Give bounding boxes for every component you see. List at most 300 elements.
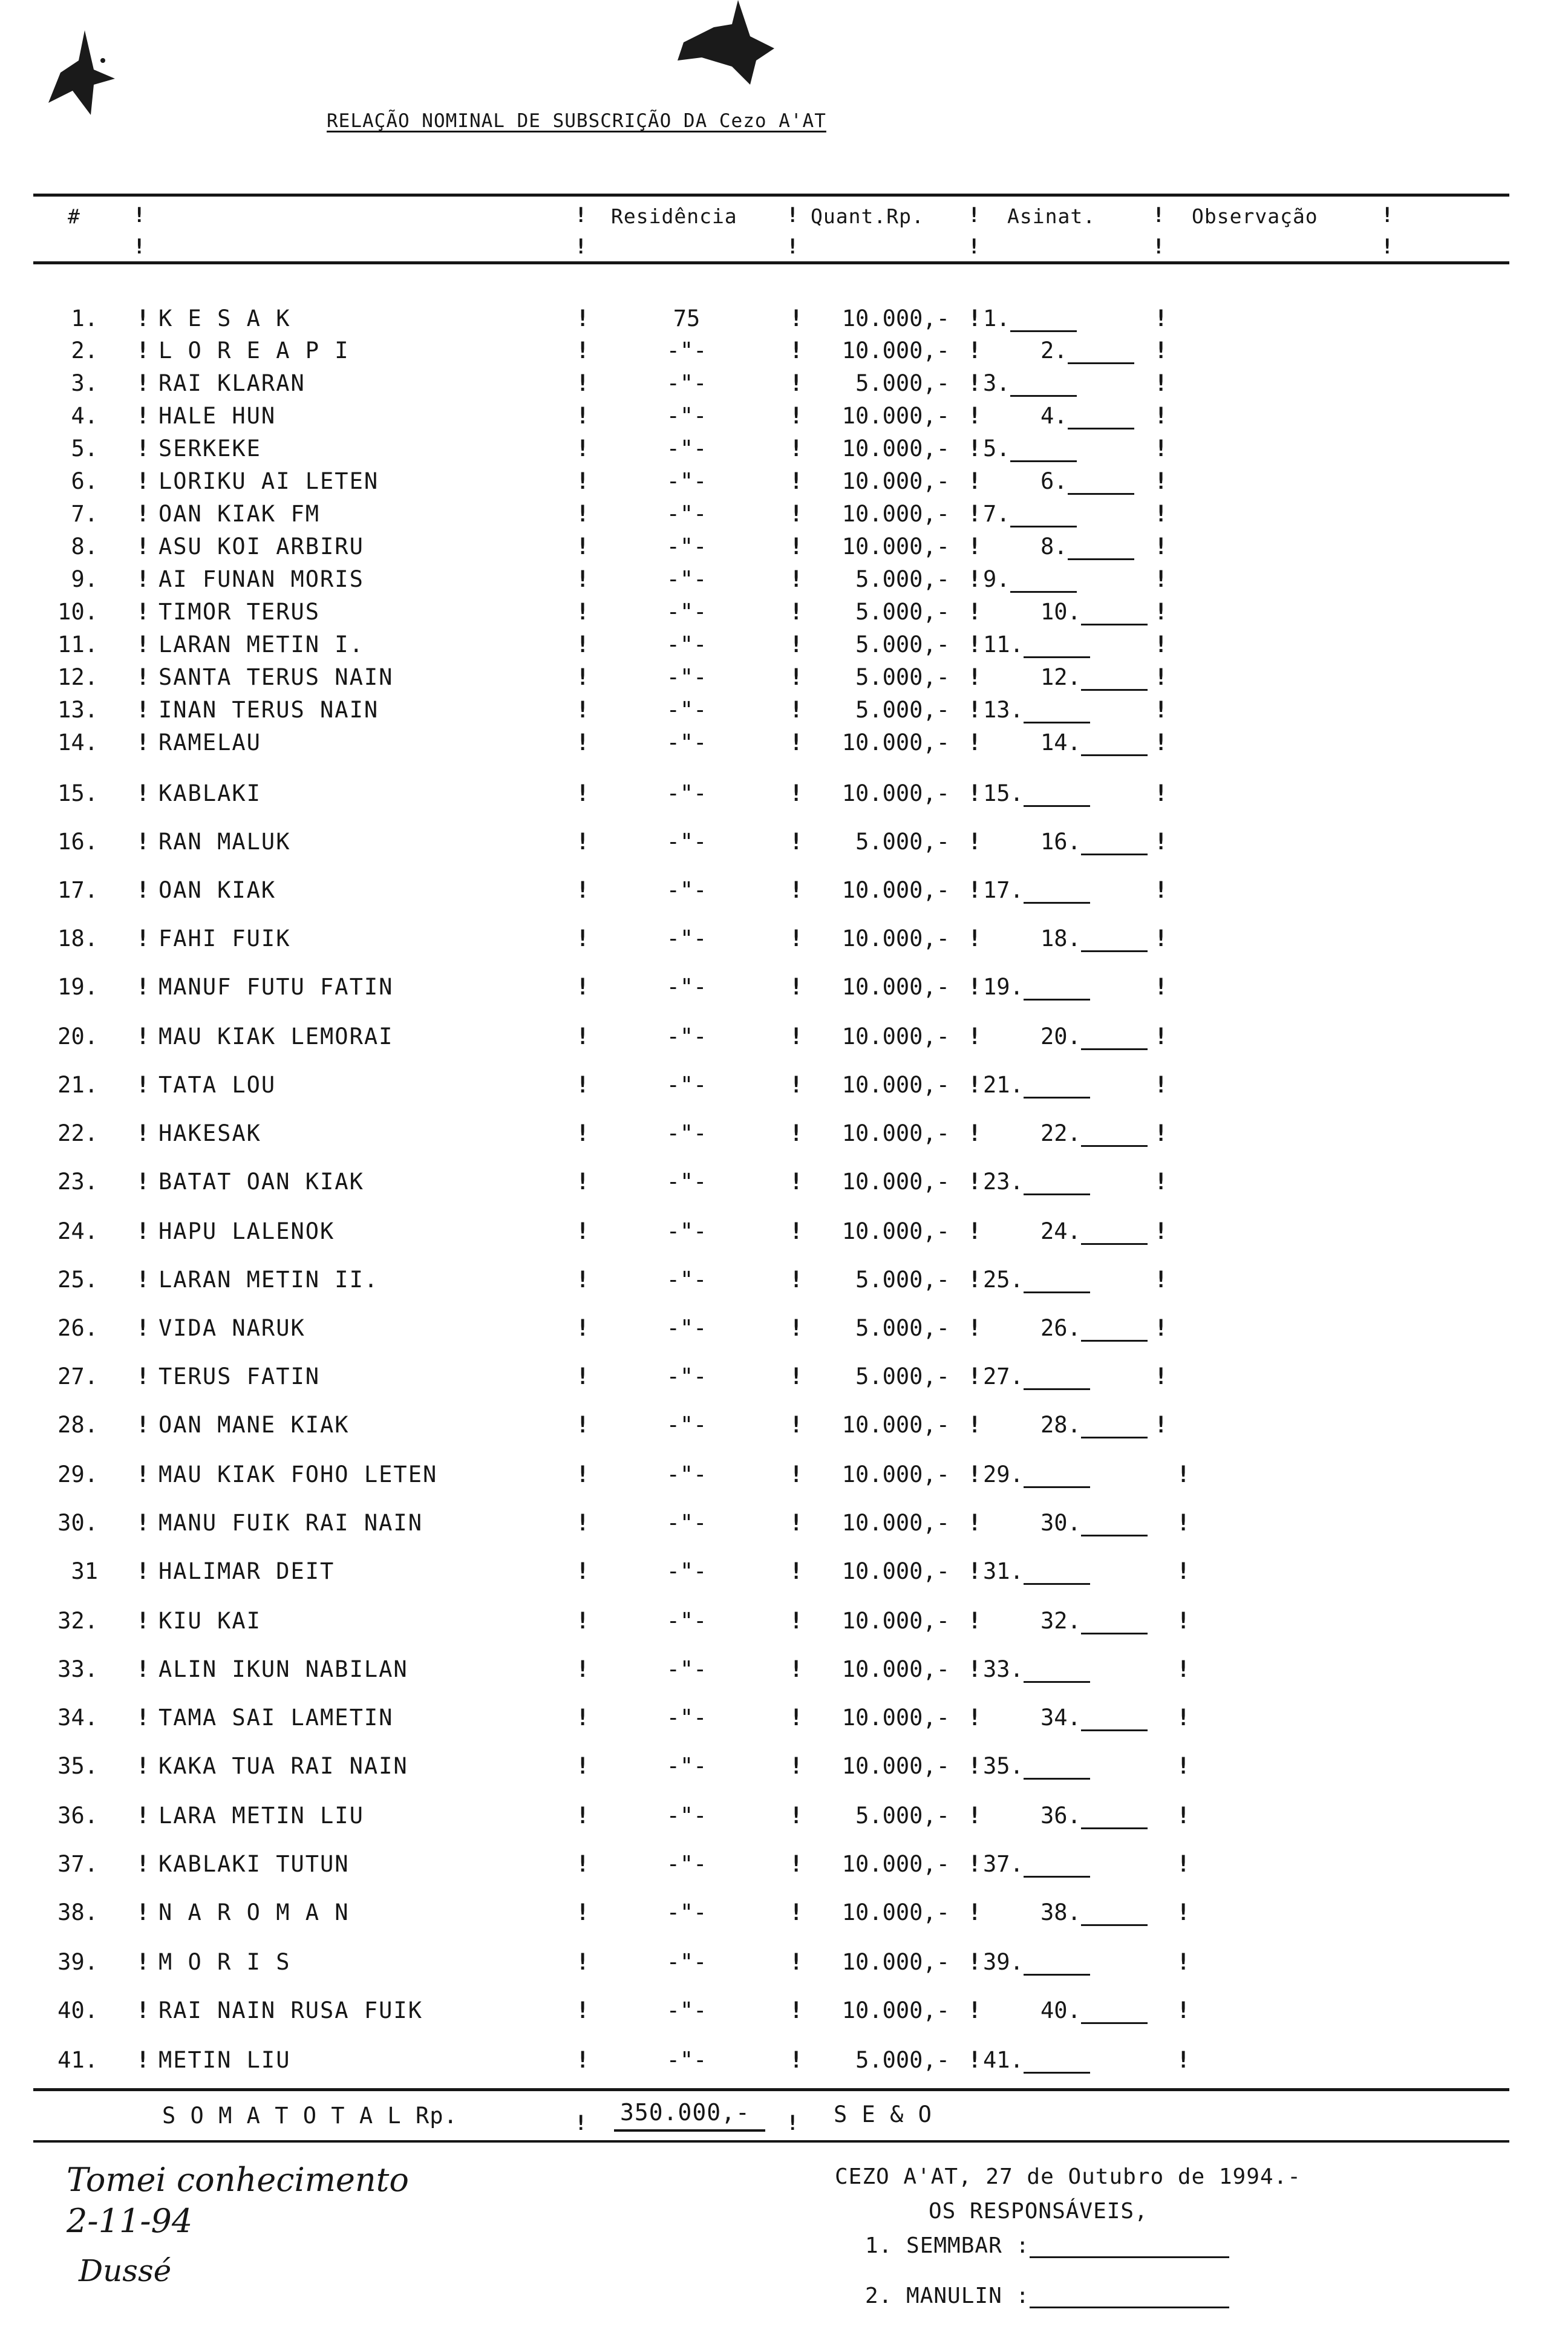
responsible-2-label: 2. MANULIN : bbox=[865, 2284, 1030, 2308]
signature-cell bbox=[983, 1461, 1090, 1488]
residencia-value: -"- bbox=[666, 1412, 707, 1438]
ink-mark-top-left bbox=[36, 24, 127, 127]
row-number: 24. bbox=[57, 1218, 98, 1244]
subscriber-name: VIDA NARUK bbox=[158, 1315, 305, 1341]
residencia-value: -"- bbox=[666, 1558, 707, 1584]
column-separator: ! bbox=[789, 403, 803, 429]
signature-line bbox=[1081, 1419, 1148, 1438]
column-separator: ! bbox=[789, 1851, 803, 1877]
quantity-value: 10.000,- bbox=[841, 501, 950, 527]
quantity-value: 10.000,- bbox=[841, 1997, 950, 2023]
signature-line bbox=[1024, 704, 1090, 723]
column-separator: ! bbox=[136, 2047, 150, 2073]
column-separator: ! bbox=[136, 370, 150, 396]
signature-number: 10. bbox=[1040, 599, 1081, 625]
signature-cell bbox=[1040, 1218, 1148, 1245]
quantity-value: 10.000,- bbox=[841, 403, 950, 429]
signature-line bbox=[1081, 736, 1148, 756]
column-separator: ! bbox=[136, 632, 150, 658]
column-separator: ! bbox=[789, 1315, 803, 1341]
column-separator: ! bbox=[576, 1169, 590, 1195]
signature-cell bbox=[983, 1363, 1090, 1390]
signature-number: 34. bbox=[1040, 1705, 1081, 1731]
row-number: 16. bbox=[57, 829, 98, 855]
column-separator: ! bbox=[1177, 1510, 1191, 1536]
residencia-value: -"- bbox=[666, 1267, 707, 1293]
signature-cell bbox=[983, 974, 1090, 1001]
row-number: 31 bbox=[71, 1558, 98, 1584]
subscriber-name: LORIKU AI LETEN bbox=[158, 468, 379, 494]
subscriber-name: RAI KLARAN bbox=[158, 370, 305, 396]
subscriber-name: HAKESAK bbox=[158, 1120, 261, 1146]
signature-cell bbox=[983, 305, 1077, 332]
column-separator: ! bbox=[136, 1997, 150, 2023]
quantity-value: 10.000,- bbox=[841, 1705, 950, 1731]
subscriber-name: KIU KAI bbox=[158, 1608, 261, 1634]
column-separator: ! bbox=[136, 1315, 150, 1341]
signature-cell bbox=[983, 1558, 1090, 1585]
signature-number: 29. bbox=[983, 1461, 1024, 1487]
total-separator: ! bbox=[786, 2111, 799, 2135]
row-number: 5. bbox=[71, 436, 98, 462]
signature-cell bbox=[1040, 1120, 1148, 1147]
column-separator: ! bbox=[136, 1120, 150, 1146]
column-separator: ! bbox=[789, 1558, 803, 1584]
signature-number: 7. bbox=[983, 501, 1010, 527]
responsaveis-heading: OS RESPONSÁVEIS, bbox=[929, 2199, 1148, 2224]
total-value: 350.000,- bbox=[620, 2099, 750, 2126]
table-row bbox=[0, 501, 1568, 537]
signature-line bbox=[1068, 540, 1134, 560]
table-row bbox=[0, 926, 1568, 962]
signature-line bbox=[1024, 1175, 1090, 1195]
column-separator: ! bbox=[136, 1412, 150, 1438]
header-separator: ! bbox=[1152, 235, 1165, 259]
residencia-value: -"- bbox=[666, 730, 707, 756]
subscriber-name: L O R E A P I bbox=[158, 338, 350, 364]
quantity-value: 10.000,- bbox=[841, 468, 950, 494]
signature-cell bbox=[1040, 1412, 1148, 1438]
signature-cell bbox=[1040, 730, 1148, 756]
column-separator: ! bbox=[968, 436, 982, 462]
column-separator: ! bbox=[789, 877, 803, 903]
column-separator: ! bbox=[1154, 338, 1168, 364]
quantity-value: 10.000,- bbox=[841, 780, 950, 806]
table-row bbox=[0, 1412, 1568, 1448]
table-row bbox=[0, 1558, 1568, 1595]
signature-line bbox=[1081, 835, 1148, 855]
signature-line bbox=[1081, 671, 1148, 691]
signature-number: 30. bbox=[1040, 1510, 1081, 1536]
signature-cell bbox=[983, 1949, 1090, 1976]
quantity-value: 10.000,- bbox=[841, 1412, 950, 1438]
column-separator: ! bbox=[968, 2047, 982, 2073]
column-separator: ! bbox=[1154, 780, 1168, 806]
row-number: 20. bbox=[57, 1024, 98, 1050]
column-separator: ! bbox=[968, 780, 982, 806]
column-separator: ! bbox=[136, 1169, 150, 1195]
signature-line bbox=[1024, 884, 1090, 904]
handwritten-note-date: 2-11-94 bbox=[67, 2202, 193, 2240]
column-separator: ! bbox=[789, 780, 803, 806]
column-separator: ! bbox=[1177, 1753, 1191, 1779]
signature-number: 25. bbox=[983, 1267, 1024, 1293]
column-separator: ! bbox=[789, 730, 803, 756]
subscriber-name: LARAN METIN II. bbox=[158, 1267, 379, 1293]
column-separator: ! bbox=[968, 1608, 982, 1634]
quantity-value: 10.000,- bbox=[841, 1851, 950, 1877]
column-separator: ! bbox=[136, 501, 150, 527]
column-separator: ! bbox=[968, 1997, 982, 2023]
column-separator: ! bbox=[136, 1949, 150, 1975]
column-separator: ! bbox=[136, 780, 150, 806]
table-row bbox=[0, 566, 1568, 602]
quantity-value: 5.000,- bbox=[855, 599, 950, 625]
header-separator: ! bbox=[575, 203, 587, 227]
column-separator: ! bbox=[789, 534, 803, 560]
column-separator: ! bbox=[1177, 1705, 1191, 1731]
column-separator: ! bbox=[968, 1803, 982, 1829]
residencia-value: -"- bbox=[666, 566, 707, 592]
signature-cell bbox=[1040, 1803, 1148, 1829]
signature-number: 31. bbox=[983, 1558, 1024, 1584]
column-separator: ! bbox=[1177, 1851, 1191, 1877]
responsible-1-signature-line bbox=[1030, 2236, 1229, 2258]
row-number: 29. bbox=[57, 1461, 98, 1487]
column-separator: ! bbox=[576, 1949, 590, 1975]
residencia-value: -"- bbox=[666, 1949, 707, 1975]
signature-cell bbox=[983, 1656, 1090, 1683]
signature-cell bbox=[1040, 1510, 1148, 1536]
total-seo: S E & O bbox=[834, 2101, 932, 2127]
residencia-value: -"- bbox=[666, 780, 707, 806]
column-separator: ! bbox=[789, 974, 803, 1000]
signature-line bbox=[1024, 981, 1090, 1001]
signature-number: 16. bbox=[1040, 829, 1081, 855]
subscriber-name: HAPU LALENOK bbox=[158, 1218, 335, 1244]
column-separator: ! bbox=[576, 730, 590, 756]
subscriber-name: RAN MALUK bbox=[158, 829, 291, 855]
column-separator: ! bbox=[1154, 1412, 1168, 1438]
quantity-value: 10.000,- bbox=[841, 1753, 950, 1779]
signature-cell bbox=[983, 2047, 1090, 2074]
column-separator: ! bbox=[576, 1363, 590, 1389]
subscriber-name: TAMA SAI LAMETIN bbox=[158, 1705, 394, 1731]
column-separator: ! bbox=[576, 468, 590, 494]
signature-number: 1. bbox=[983, 305, 1010, 331]
signature-number: 13. bbox=[983, 697, 1024, 723]
column-separator: ! bbox=[968, 1072, 982, 1098]
residencia-value: -"- bbox=[666, 632, 707, 658]
quantity-value: 5.000,- bbox=[855, 697, 950, 723]
column-separator: ! bbox=[789, 370, 803, 396]
subscriber-name: TERUS FATIN bbox=[158, 1363, 321, 1389]
row-number: 1. bbox=[71, 305, 98, 331]
column-separator: ! bbox=[136, 829, 150, 855]
signature-line bbox=[1010, 508, 1077, 527]
subscriber-name: KABLAKI TUTUN bbox=[158, 1851, 350, 1877]
row-number: 30. bbox=[57, 1510, 98, 1536]
column-separator: ! bbox=[968, 1656, 982, 1682]
row-number: 36. bbox=[57, 1803, 98, 1829]
quantity-value: 10.000,- bbox=[841, 1608, 950, 1634]
subscriber-name: OAN KIAK bbox=[158, 877, 276, 903]
quantity-value: 5.000,- bbox=[855, 2047, 950, 2073]
signature-cell bbox=[983, 1753, 1090, 1780]
column-separator: ! bbox=[1177, 1949, 1191, 1975]
column-separator: ! bbox=[968, 632, 982, 658]
column-separator: ! bbox=[136, 1363, 150, 1389]
column-separator: ! bbox=[789, 1412, 803, 1438]
column-separator: ! bbox=[576, 403, 590, 429]
residencia-value: -"- bbox=[666, 974, 707, 1000]
quantity-value: 10.000,- bbox=[841, 974, 950, 1000]
table-row bbox=[0, 829, 1568, 865]
signature-cell bbox=[1040, 926, 1148, 952]
column-separator: ! bbox=[968, 926, 982, 952]
signature-cell bbox=[983, 436, 1077, 462]
row-number: 27. bbox=[57, 1363, 98, 1389]
quantity-value: 10.000,- bbox=[841, 926, 950, 952]
column-separator: ! bbox=[789, 501, 803, 527]
signature-line bbox=[1024, 1370, 1090, 1390]
row-number: 7. bbox=[71, 501, 98, 527]
column-separator: ! bbox=[576, 1851, 590, 1877]
row-number: 21. bbox=[57, 1072, 98, 1098]
residencia-value: -"- bbox=[666, 501, 707, 527]
responsible-1 bbox=[865, 2233, 1229, 2258]
column-separator: ! bbox=[1154, 403, 1168, 429]
column-separator: ! bbox=[1177, 1997, 1191, 2023]
table-row bbox=[0, 632, 1568, 668]
column-separator: ! bbox=[576, 1899, 590, 1925]
signature-cell bbox=[1040, 1315, 1148, 1342]
column-separator: ! bbox=[789, 1997, 803, 2023]
column-separator: ! bbox=[1154, 468, 1168, 494]
table-row bbox=[0, 468, 1568, 504]
column-separator: ! bbox=[968, 305, 982, 331]
header-separator: ! bbox=[575, 235, 587, 259]
table-row bbox=[0, 338, 1568, 374]
table-row bbox=[0, 1656, 1568, 1693]
table-row bbox=[0, 697, 1568, 733]
column-separator: ! bbox=[1177, 1558, 1191, 1584]
column-separator: ! bbox=[789, 305, 803, 331]
table-row bbox=[0, 1608, 1568, 1644]
residencia-value: -"- bbox=[666, 1705, 707, 1731]
signature-line bbox=[1081, 1711, 1148, 1731]
column-separator: ! bbox=[968, 974, 982, 1000]
column-separator: ! bbox=[136, 1510, 150, 1536]
column-separator: ! bbox=[1177, 1608, 1191, 1634]
column-separator: ! bbox=[789, 632, 803, 658]
column-separator: ! bbox=[136, 697, 150, 723]
row-number: 26. bbox=[57, 1315, 98, 1341]
signature-line bbox=[1010, 377, 1077, 397]
row-number: 15. bbox=[57, 780, 98, 806]
signature-line bbox=[1081, 1906, 1148, 1926]
column-separator: ! bbox=[1154, 730, 1168, 756]
signature-cell bbox=[1040, 1997, 1148, 2024]
signature-number: 26. bbox=[1040, 1315, 1081, 1341]
column-separator: ! bbox=[968, 1510, 982, 1536]
row-number: 14. bbox=[57, 730, 98, 756]
quantity-value: 10.000,- bbox=[841, 1510, 950, 1536]
column-separator: ! bbox=[136, 1851, 150, 1877]
row-number: 35. bbox=[57, 1753, 98, 1779]
signature-cell bbox=[983, 566, 1077, 593]
residencia-value: -"- bbox=[666, 1510, 707, 1536]
signature-number: 14. bbox=[1040, 730, 1081, 756]
ink-mark-top-center bbox=[665, 0, 780, 97]
column-separator: ! bbox=[968, 534, 982, 560]
column-separator: ! bbox=[789, 1899, 803, 1925]
quantity-value: 10.000,- bbox=[841, 877, 950, 903]
residencia-value: -"- bbox=[666, 468, 707, 494]
subscriber-name: METIN LIU bbox=[158, 2047, 291, 2073]
column-separator: ! bbox=[789, 1949, 803, 1975]
signature-number: 18. bbox=[1040, 926, 1081, 952]
table-row bbox=[0, 1363, 1568, 1400]
column-separator: ! bbox=[136, 1899, 150, 1925]
column-separator: ! bbox=[968, 1705, 982, 1731]
table-row bbox=[0, 730, 1568, 766]
row-number: 25. bbox=[57, 1267, 98, 1293]
row-number: 34. bbox=[57, 1705, 98, 1731]
signature-line bbox=[1024, 1663, 1090, 1683]
table-row bbox=[0, 1997, 1568, 2034]
table-row bbox=[0, 1120, 1568, 1157]
column-separator: ! bbox=[789, 2047, 803, 2073]
column-separator: ! bbox=[789, 1024, 803, 1050]
column-separator: ! bbox=[576, 2047, 590, 2073]
header-separator: ! bbox=[133, 235, 146, 259]
column-separator: ! bbox=[968, 501, 982, 527]
signature-line bbox=[1024, 1468, 1090, 1488]
column-separator: ! bbox=[968, 566, 982, 592]
table-row bbox=[0, 1753, 1568, 1789]
column-separator: ! bbox=[968, 829, 982, 855]
column-separator: ! bbox=[789, 1510, 803, 1536]
signature-number: 8. bbox=[1040, 534, 1068, 560]
signature-line bbox=[1024, 1079, 1090, 1099]
residencia-value: -"- bbox=[666, 829, 707, 855]
column-separator: ! bbox=[136, 1461, 150, 1487]
signature-number: 41. bbox=[983, 2047, 1024, 2073]
table-row bbox=[0, 2047, 1568, 2083]
row-number: 17. bbox=[57, 877, 98, 903]
document-title: RELAÇÃO NOMINAL DE SUBSCRIÇÃO DA Cezo A'AT bbox=[327, 110, 826, 132]
signature-line bbox=[1024, 1273, 1090, 1293]
column-separator: ! bbox=[1154, 974, 1168, 1000]
column-separator: ! bbox=[576, 566, 590, 592]
signature-line bbox=[1081, 1225, 1148, 1245]
signature-line bbox=[1081, 1809, 1148, 1829]
column-separator: ! bbox=[968, 1363, 982, 1389]
column-separator: ! bbox=[136, 1072, 150, 1098]
signature-cell bbox=[983, 501, 1077, 527]
row-number: 22. bbox=[57, 1120, 98, 1146]
column-separator: ! bbox=[136, 305, 150, 331]
responsible-1-label: 1. SEMMBAR : bbox=[865, 2233, 1030, 2258]
row-number: 18. bbox=[57, 926, 98, 952]
signature-line bbox=[1024, 1858, 1090, 1878]
header-separator: ! bbox=[1152, 203, 1165, 227]
signature-number: 28. bbox=[1040, 1412, 1081, 1438]
quantity-value: 10.000,- bbox=[841, 1656, 950, 1682]
residencia-value: 75 bbox=[673, 305, 701, 331]
column-separator: ! bbox=[968, 697, 982, 723]
column-separator: ! bbox=[968, 468, 982, 494]
column-separator: ! bbox=[789, 436, 803, 462]
signature-cell bbox=[983, 1169, 1090, 1195]
column-separator: ! bbox=[1177, 1803, 1191, 1829]
residencia-value: -"- bbox=[666, 1997, 707, 2023]
signature-cell bbox=[1040, 338, 1134, 364]
signature-line bbox=[1081, 2004, 1148, 2024]
signature-cell bbox=[983, 1851, 1090, 1878]
residencia-value: -"- bbox=[666, 1461, 707, 1487]
responsible-2 bbox=[865, 2284, 1229, 2308]
column-separator: ! bbox=[136, 974, 150, 1000]
quantity-value: 10.000,- bbox=[841, 1899, 950, 1925]
residencia-value: -"- bbox=[666, 436, 707, 462]
signature-number: 22. bbox=[1040, 1120, 1081, 1146]
column-separator: ! bbox=[576, 1558, 590, 1584]
row-number: 40. bbox=[57, 1997, 98, 2023]
signature-number: 37. bbox=[983, 1851, 1024, 1877]
residencia-value: -"- bbox=[666, 1753, 707, 1779]
header-separator: ! bbox=[1381, 203, 1394, 227]
row-number: 6. bbox=[71, 468, 98, 494]
column-separator: ! bbox=[1154, 1169, 1168, 1195]
signature-number: 15. bbox=[983, 780, 1024, 806]
row-number: 23. bbox=[57, 1169, 98, 1195]
row-number: 41. bbox=[57, 2047, 98, 2073]
column-separator: ! bbox=[576, 1510, 590, 1536]
signature-line bbox=[1024, 638, 1090, 658]
column-separator: ! bbox=[968, 664, 982, 690]
signature-number: 24. bbox=[1040, 1218, 1081, 1244]
signature-number: 36. bbox=[1040, 1803, 1081, 1829]
signature-number: 2. bbox=[1040, 338, 1068, 364]
column-separator: ! bbox=[968, 1024, 982, 1050]
signature-number: 4. bbox=[1040, 403, 1068, 429]
table-row bbox=[0, 1705, 1568, 1741]
column-separator: ! bbox=[968, 599, 982, 625]
subscriber-name: K E S A K bbox=[158, 305, 291, 331]
row-number: 38. bbox=[57, 1899, 98, 1925]
header-residencia: Residência bbox=[611, 204, 737, 228]
signature-line bbox=[1081, 1127, 1148, 1147]
column-separator: ! bbox=[576, 338, 590, 364]
signature-line bbox=[1081, 1517, 1148, 1536]
signature-number: 11. bbox=[983, 632, 1024, 658]
signature-cell bbox=[1040, 829, 1148, 855]
row-number: 4. bbox=[71, 403, 98, 429]
quantity-value: 5.000,- bbox=[855, 566, 950, 592]
total-label: S O M A T O T A L Rp. bbox=[162, 2103, 458, 2129]
column-separator: ! bbox=[136, 403, 150, 429]
subscriber-name: TATA LOU bbox=[158, 1072, 276, 1098]
column-separator: ! bbox=[789, 1218, 803, 1244]
table-row bbox=[0, 1803, 1568, 1839]
table-row bbox=[0, 1267, 1568, 1303]
table-row bbox=[0, 877, 1568, 913]
residencia-value: -"- bbox=[666, 534, 707, 560]
column-separator: ! bbox=[968, 370, 982, 396]
column-separator: ! bbox=[789, 697, 803, 723]
